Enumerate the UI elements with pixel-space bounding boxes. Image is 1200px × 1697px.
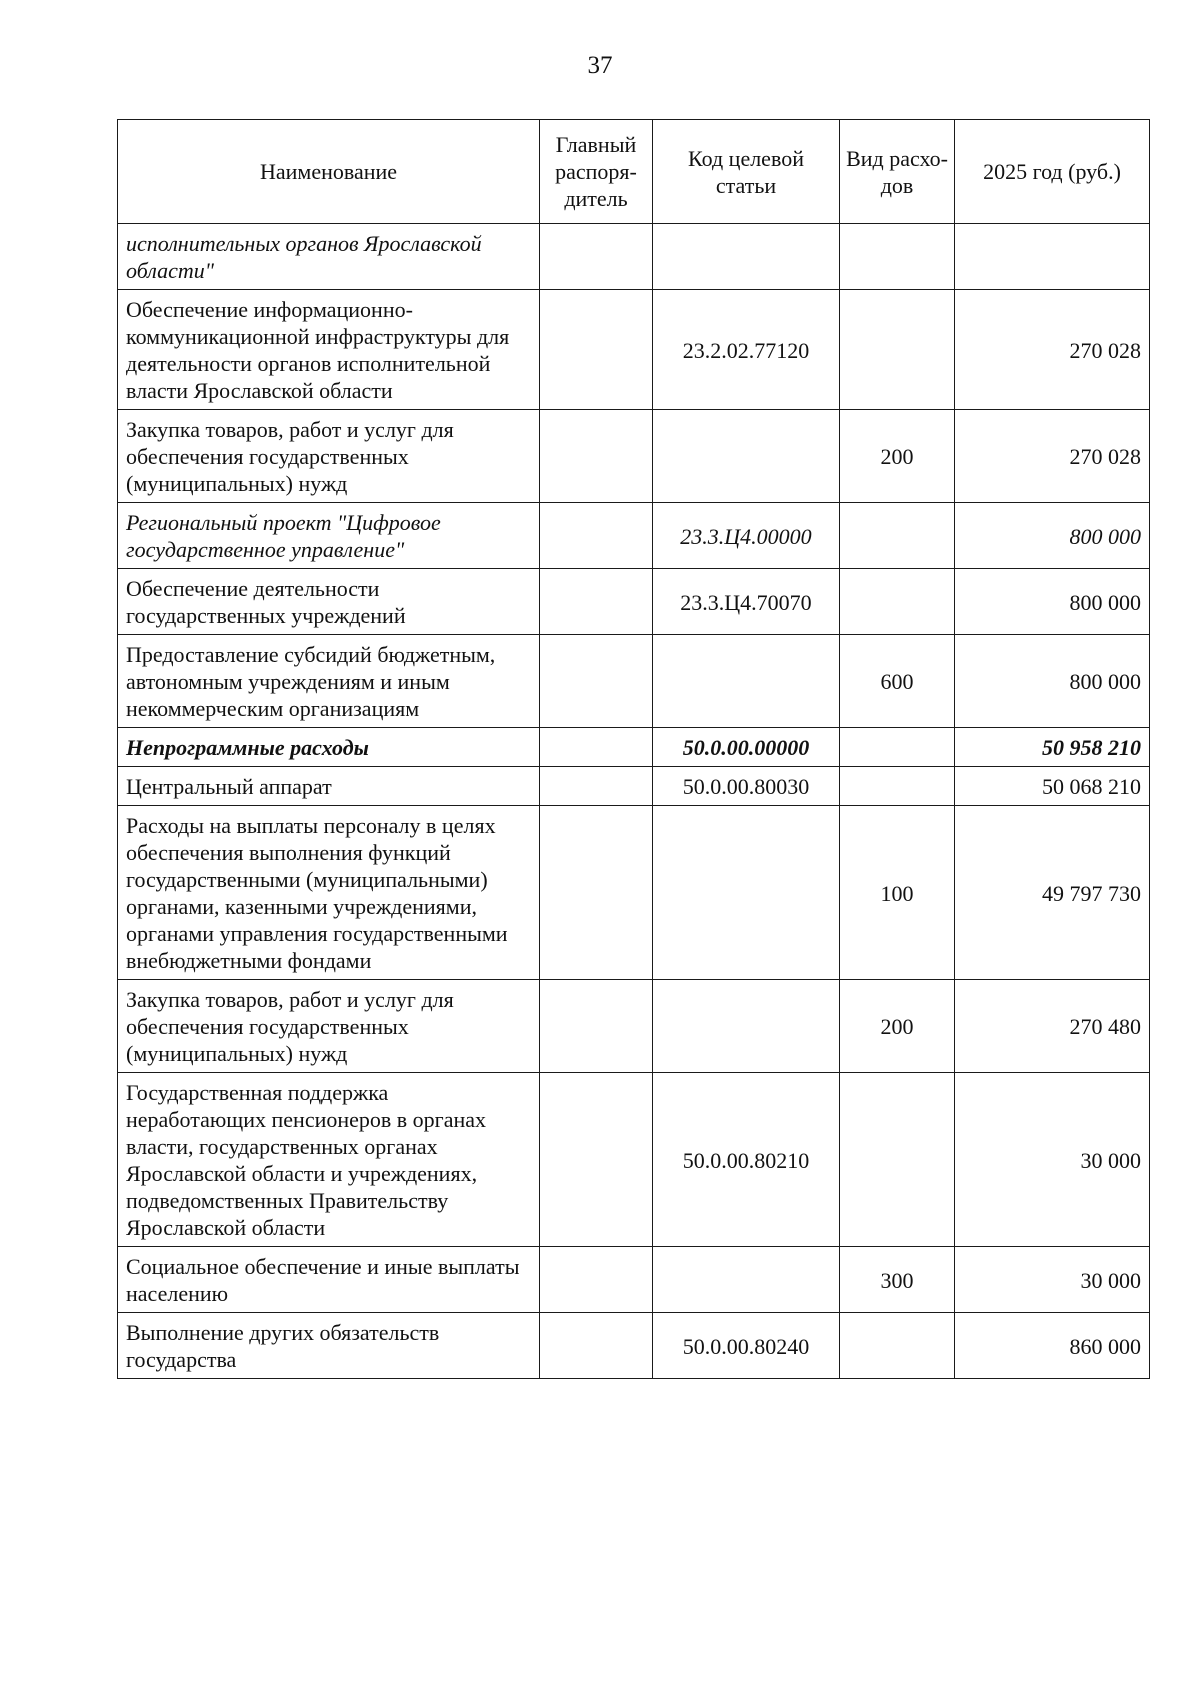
table-row [118,569,1150,635]
row-name-cell: Выполнение других обязательств государства [118,1313,540,1379]
row-main-manager-cell [540,503,653,569]
row-main-manager-cell [540,569,653,635]
table-row [118,290,1150,410]
table-row [118,1073,1150,1247]
row-amount-cell: 860 000 [955,1313,1150,1379]
row-expense-type-cell [840,569,955,635]
row-target-code-cell [653,1247,840,1313]
row-target-code-cell: 50.0.00.80030 [653,767,840,806]
row-main-manager-cell [540,1073,653,1247]
row-amount-cell: 270 028 [955,410,1150,503]
row-amount-cell: 800 000 [955,503,1150,569]
row-target-code-cell: 23.2.02.77120 [653,290,840,410]
row-main-manager-cell [540,410,653,503]
row-name-cell: Обеспечение информационно-коммуникационной инфраструктуры для деятельности органов исполнительной власти Ярославской области [118,290,540,410]
row-expense-type-cell [840,503,955,569]
row-expense-type-cell [840,728,955,767]
row-amount-cell: 800 000 [955,569,1150,635]
row-expense-type-cell [840,290,955,410]
row-amount-cell: 49 797 730 [955,806,1150,980]
row-amount-cell: 800 000 [955,635,1150,728]
row-target-code-cell: 50.0.00.00000 [653,728,840,767]
row-expense-type-cell [840,1073,955,1247]
row-name-cell: Региональный проект "Цифровое государственное управление" [118,503,540,569]
row-main-manager-cell [540,980,653,1073]
page-number: 37 [587,52,613,79]
table-row [118,410,1150,503]
table-header-row [118,120,1150,224]
row-target-code-cell: 23.3.Ц4.00000 [653,503,840,569]
table-row [118,635,1150,728]
row-name-cell: исполнительных органов Ярославской области" [118,224,540,290]
row-target-code-cell: 50.0.00.80240 [653,1313,840,1379]
header-year-2025: 2025 год (руб.) [955,120,1150,224]
row-main-manager-cell [540,767,653,806]
table-row [118,767,1150,806]
row-name-cell: Социальное обеспечение и иные выплаты населению [118,1247,540,1313]
header-main-manager: Главный распоря-дитель [540,120,653,224]
row-name-cell: Обеспечение деятельности государственных учреждений [118,569,540,635]
row-main-manager-cell [540,290,653,410]
table-row [118,728,1150,767]
table-row [118,224,1150,290]
row-expense-type-cell: 100 [840,806,955,980]
row-main-manager-cell [540,728,653,767]
row-target-code-cell [653,635,840,728]
budget-table [117,119,1150,1379]
table-row [118,1247,1150,1313]
row-main-manager-cell [540,1247,653,1313]
row-target-code-cell [653,410,840,503]
row-name-cell: Закупка товаров, работ и услуг для обеспечения государственных (муниципальных) нужд [118,410,540,503]
header-name: Наименование [118,120,540,224]
row-amount-cell: 270 028 [955,290,1150,410]
row-target-code-cell [653,806,840,980]
row-amount-cell: 30 000 [955,1073,1150,1247]
row-amount-cell: 50 958 210 [955,728,1150,767]
header-target-code: Код целевой статьи [653,120,840,224]
row-name-cell: Предоставление субсидий бюджетным, автономным учреждениям и иным некоммерческим организациям [118,635,540,728]
row-expense-type-cell [840,1313,955,1379]
row-expense-type-cell [840,224,955,290]
row-name-cell: Государственная поддержка неработающих пенсионеров в органах власти, государственных органах Ярославской области и учреждениях, подведомственных Правительству Ярославской области [118,1073,540,1247]
row-expense-type-cell: 300 [840,1247,955,1313]
row-target-code-cell: 23.3.Ц4.70070 [653,569,840,635]
header-expense-type: Вид расхо-дов [840,120,955,224]
row-target-code-cell: 50.0.00.80210 [653,1073,840,1247]
table-row [118,503,1150,569]
row-main-manager-cell [540,806,653,980]
row-expense-type-cell: 200 [840,410,955,503]
row-main-manager-cell [540,1313,653,1379]
table-row [118,1313,1150,1379]
row-name-cell: Расходы на выплаты персоналу в целях обеспечения выполнения функций государственными (муниципальными) органами, казенными учреждениями, органами управления государственными внебюджетными фондами [118,806,540,980]
row-main-manager-cell [540,224,653,290]
table-row [118,806,1150,980]
table-row [118,980,1150,1073]
row-expense-type-cell: 200 [840,980,955,1073]
row-name-cell: Непрограммные расходы [118,728,540,767]
row-name-cell: Закупка товаров, работ и услуг для обеспечения государственных (муниципальных) нужд [118,980,540,1073]
row-amount-cell: 50 068 210 [955,767,1150,806]
row-main-manager-cell [540,635,653,728]
row-name-cell: Центральный аппарат [118,767,540,806]
row-target-code-cell [653,224,840,290]
row-target-code-cell [653,980,840,1073]
table-body [118,224,1150,1379]
row-amount-cell [955,224,1150,290]
row-expense-type-cell: 600 [840,635,955,728]
row-expense-type-cell [840,767,955,806]
row-amount-cell: 30 000 [955,1247,1150,1313]
row-amount-cell: 270 480 [955,980,1150,1073]
